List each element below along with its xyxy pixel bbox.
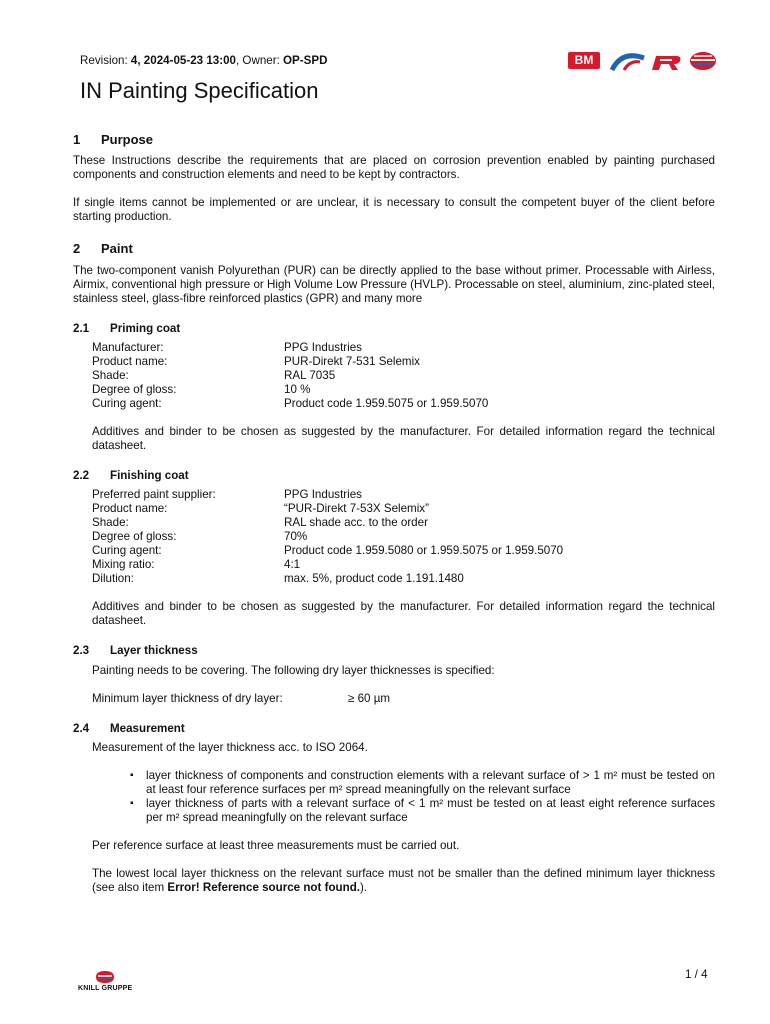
section-2-2-title: Finishing coat: [110, 469, 189, 482]
finishing-key: Preferred paint supplier:: [92, 488, 216, 501]
finishing-key: Curing agent:: [92, 544, 162, 557]
priming-key: Curing agent:: [92, 397, 162, 410]
priming-value: PUR-Direkt 7-531 Selemix: [284, 355, 420, 368]
note-2-start: The lowest local layer thickness on the relevant surface must not be smaller than the defined minimum layer thickness (see also item: [92, 867, 715, 894]
finishing-value: max. 5%, product code 1.191.1480: [284, 572, 464, 585]
company-logo: [78, 970, 138, 996]
knill-logo-icon: [94, 970, 116, 984]
owner-label: , Owner:: [235, 54, 284, 67]
list-item: ▪ layer thickness of parts with a relevant surface of < 1 m² must be tested on at least eight reference surfaces per m² spread meaningfully on the relevant surface: [128, 797, 715, 825]
finishing-value: 70%: [284, 530, 308, 543]
revision-label: Revision:: [80, 54, 131, 67]
finishing-value: Product code 1.959.5080 or 1.959.5075 or 1.959.5070: [284, 544, 564, 557]
section-2-3-title: Layer thickness: [110, 644, 198, 657]
section-1-paragraph-2: If single items cannot be implemented or are unclear, it is necessary to consult the competent buyer of the client before starting production.: [73, 196, 715, 223]
min-thickness-label: Minimum layer thickness of dry layer:: [92, 692, 283, 705]
priming-value: 10 %: [284, 383, 311, 396]
section-2-1-title: Priming coat: [110, 322, 181, 335]
finishing-value: PPG Industries: [284, 488, 362, 501]
finishing-value: RAL shade acc. to the order: [284, 516, 428, 529]
page-number: 1 / 4: [685, 968, 708, 981]
priming-key: Shade:: [92, 369, 129, 382]
finishing-value: 4:1: [284, 558, 301, 571]
min-thickness-value: ≥ 60 µm: [348, 692, 391, 705]
list-item: ▪ layer thickness of components and construction elements with a relevant surface of > 1 m² must be tested on at least four reference surfaces per m² spread meaningfully on the relevant surface: [128, 769, 715, 797]
priming-key: Manufacturer:: [92, 341, 164, 354]
section-2-4-title: Measurement: [110, 722, 185, 735]
section-2-4-number: 2.4: [73, 722, 90, 735]
circle-logo-icon: [688, 50, 718, 72]
finishing-key: Product name:: [92, 502, 168, 515]
revision-line: [80, 54, 327, 67]
finishing-key: Dilution:: [92, 572, 134, 585]
layer-thickness-paragraph: Painting needs to be covering. The following dry layer thicknesses is specified:: [92, 664, 495, 677]
section-2-number: 2: [73, 241, 81, 256]
measurement-note-1: Per reference surface at least three measurements must be carried out.: [92, 839, 460, 852]
company-name: KNILL GRUPPE: [78, 985, 133, 992]
priming-key: Product name:: [92, 355, 168, 368]
bm-logo: BM: [568, 52, 600, 69]
section-1-number: 1: [73, 132, 81, 147]
priming-key: Degree of gloss:: [92, 383, 177, 396]
finishing-note: Additives and binder to be chosen as suggested by the manufacturer. For detailed information regard the technical datasheet.: [92, 600, 715, 627]
section-1-paragraph-1: These Instructions describe the requirements that are placed on corrosion prevention enabled by painting purchased components and construction elements and need to be kept by contractors.: [73, 154, 715, 181]
page-title: IN Painting Specification: [80, 78, 319, 103]
finishing-key: Mixing ratio:: [92, 558, 155, 571]
arc-logo-icon: [610, 50, 646, 72]
priming-value: RAL 7035: [284, 369, 336, 382]
note-2-end: ).: [360, 881, 368, 894]
section-2-2-number: 2.2: [73, 469, 90, 482]
brand-logos: [568, 50, 718, 72]
section-2-title: Paint: [101, 241, 133, 256]
note-2-error-ref: Error! Reference source not found.: [167, 881, 361, 894]
measurement-bullet-list: [128, 769, 715, 825]
finishing-key: Shade:: [92, 516, 129, 529]
measurement-note-2: [92, 867, 715, 895]
owner-value: OP-SPD: [283, 54, 328, 67]
section-2-paragraph: The two-component vanish Polyurethan (PUR) can be directly applied to the base without primer. Processable with Airless, Airmix, conventional high pressure or High Volume Low Pressure (HVLP). Processable on steel, aluminium, zinc-plated steel, stainless steel, glass-fibre reinforced plastics (GPR) and many more: [73, 264, 715, 305]
priming-value: Product code 1.959.5075 or 1.959.5070: [284, 397, 489, 410]
revision-value: 4, 2024-05-23 13:00: [130, 54, 236, 67]
section-2-3-number: 2.3: [73, 644, 90, 657]
priming-note: Additives and binder to be chosen as suggested by the manufacturer. For detailed information regard the technical datasheet.: [92, 425, 715, 452]
measurement-paragraph: Measurement of the layer thickness acc. to ISO 2064.: [92, 741, 368, 754]
r-logo-icon: [652, 52, 682, 70]
section-2-1-number: 2.1: [73, 322, 90, 335]
finishing-value: “PUR-Direkt 7-53X Selemix”: [284, 502, 429, 515]
finishing-key: Degree of gloss:: [92, 530, 177, 543]
priming-value: PPG Industries: [284, 341, 362, 354]
section-1-title: Purpose: [101, 132, 154, 147]
